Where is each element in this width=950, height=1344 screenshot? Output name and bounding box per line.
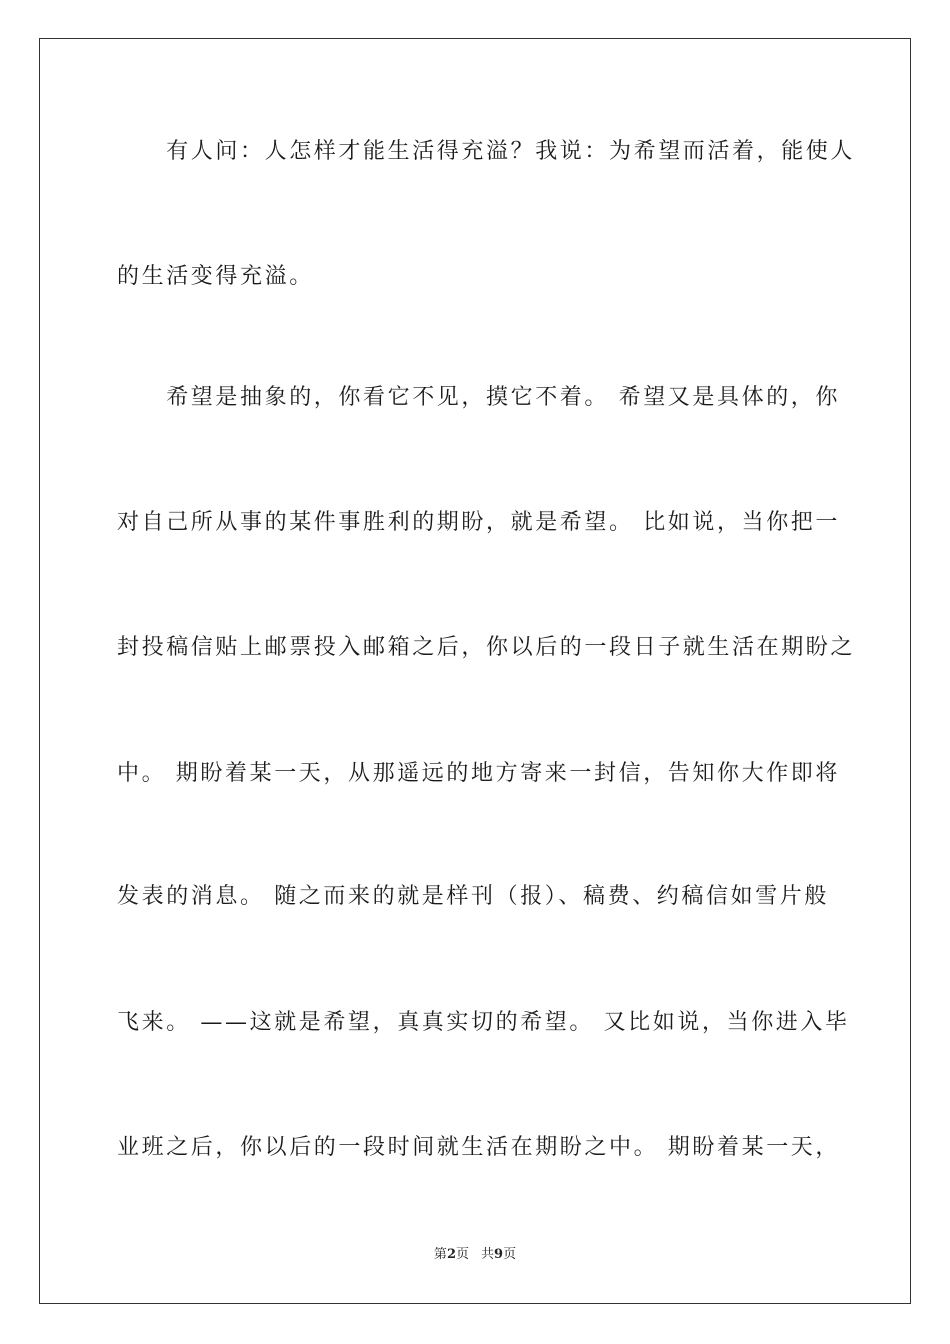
body-line-7: 发表的消息。 随之而来的就是样刊（报）、稿费、约稿信如雪片般 [117, 884, 829, 909]
body-line-3: 希望是抽象的，你看它不见，摸它不着。 希望又是具体的，你 [117, 385, 840, 410]
body-line-8: 飞来。 ——这就是希望，真真实切的希望。 又比如说，当你进入毕 [117, 1010, 850, 1035]
page-footer [0, 1246, 950, 1264]
body-line-2: 的生活变得充溢。 [117, 264, 314, 289]
footer-page-suffix: 页 [455, 1247, 469, 1262]
footer-total-suffix: 页 [503, 1247, 517, 1262]
body-line-5: 封投稿信贴上邮票投入邮箱之后，你以后的一段日子就生活在期盼之 [117, 635, 856, 660]
footer-page-prefix: 第 [433, 1247, 447, 1262]
footer-total-prefix: 共 [481, 1247, 495, 1262]
body-line-6: 中。 期盼着某一天，从那遥远的地方寄来一封信，告知你大作即将 [117, 761, 840, 786]
body-line-1: 有人问：人怎样才能生活得充溢？我说：为希望而活着，能使人 [117, 139, 856, 164]
footer-total-pages: 9 [494, 1247, 504, 1262]
footer-page-number: 2 [446, 1247, 456, 1262]
body-line-4: 对自己所从事的某件事胜利的期盼，就是希望。 比如说，当你把一 [117, 510, 840, 535]
page-border [39, 38, 911, 1304]
body-line-9: 业班之后，你以后的一段时间就生活在期盼之中。 期盼着某一天， [117, 1135, 840, 1160]
